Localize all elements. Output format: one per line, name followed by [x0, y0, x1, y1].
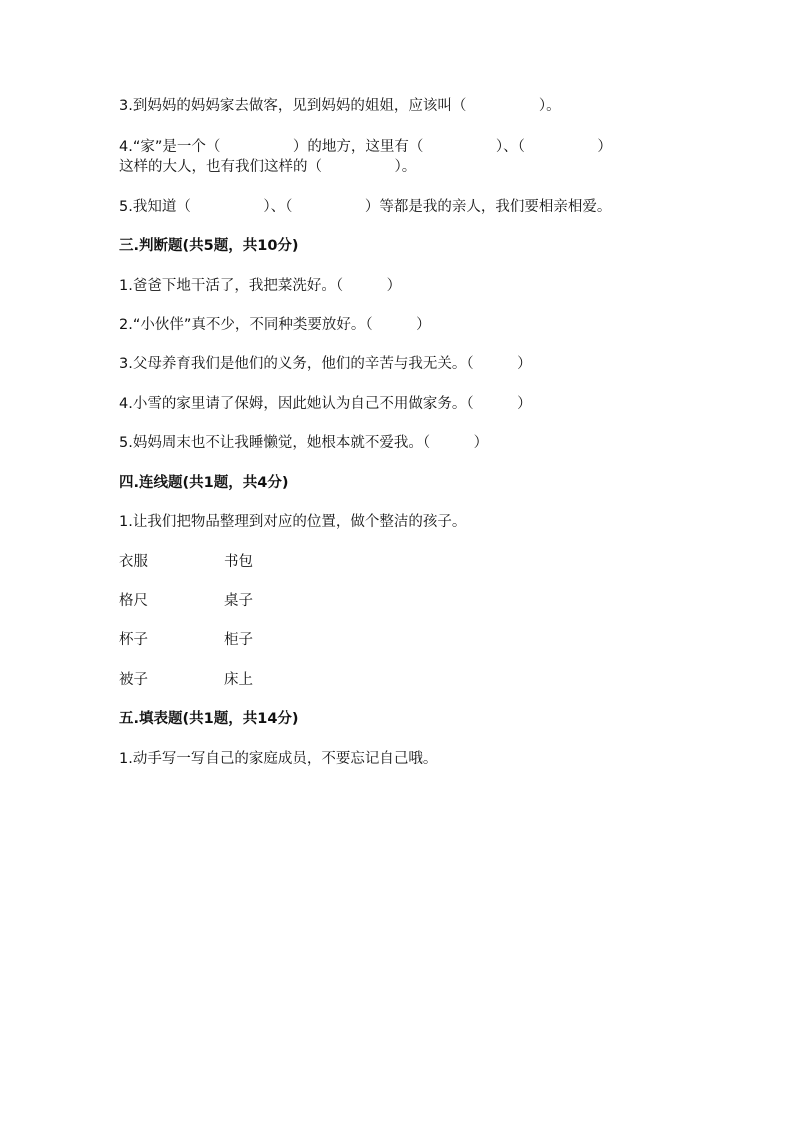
judgment-item: 5.妈妈周末也不让我睡懒觉，她根本就不爱我。（ ） — [119, 435, 489, 451]
judgment-item: 3.父母养育我们是他们的义务，他们的辛苦与我无关。（ ） — [119, 356, 532, 372]
matching-right-item: 书包 — [224, 554, 253, 570]
section-heading-judgment: 三.判断题(共5题，共10分) — [119, 238, 299, 254]
matching-right-item: 桌子 — [224, 593, 253, 609]
matching-left-item: 格尺 — [119, 593, 148, 609]
question-fill-3: 3.到妈妈的妈妈家去做客，见到妈妈的姐姐，应该叫（ ）。 — [119, 98, 561, 114]
judgment-item: 2.“小伙伴”真不少，不同种类要放好。（ ） — [119, 317, 431, 333]
matching-right-item: 柜子 — [224, 632, 253, 648]
matching-left-item: 衣服 — [119, 554, 148, 570]
section-heading-table: 五.填表题(共1题，共14分) — [119, 711, 299, 727]
question-fill-4-line2: 这样的大人，也有我们这样的（ ）。 — [119, 159, 417, 175]
judgment-item: 4.小雪的家里请了保姆，因此她认为自己不用做家务。（ ） — [119, 396, 532, 412]
table-question: 1.动手写一写自己的家庭成员，不要忘记自己哦。 — [119, 751, 438, 767]
matching-left-item: 杯子 — [119, 632, 148, 648]
section-heading-matching: 四.连线题(共1题，共4分) — [119, 475, 289, 491]
matching-question: 1.让我们把物品整理到对应的位置，做个整洁的孩子。 — [119, 514, 467, 530]
judgment-item: 1.爸爸下地干活了，我把菜洗好。（ ） — [119, 278, 402, 294]
question-fill-5: 5.我知道（ ）、（ ）等都是我的亲人，我们要相亲相爱。 — [119, 199, 612, 215]
matching-right-item: 床上 — [224, 672, 253, 688]
question-fill-4-line1: 4.“家”是一个（ ）的地方，这里有（ ）、（ ） — [119, 139, 612, 155]
matching-left-item: 被子 — [119, 672, 148, 688]
